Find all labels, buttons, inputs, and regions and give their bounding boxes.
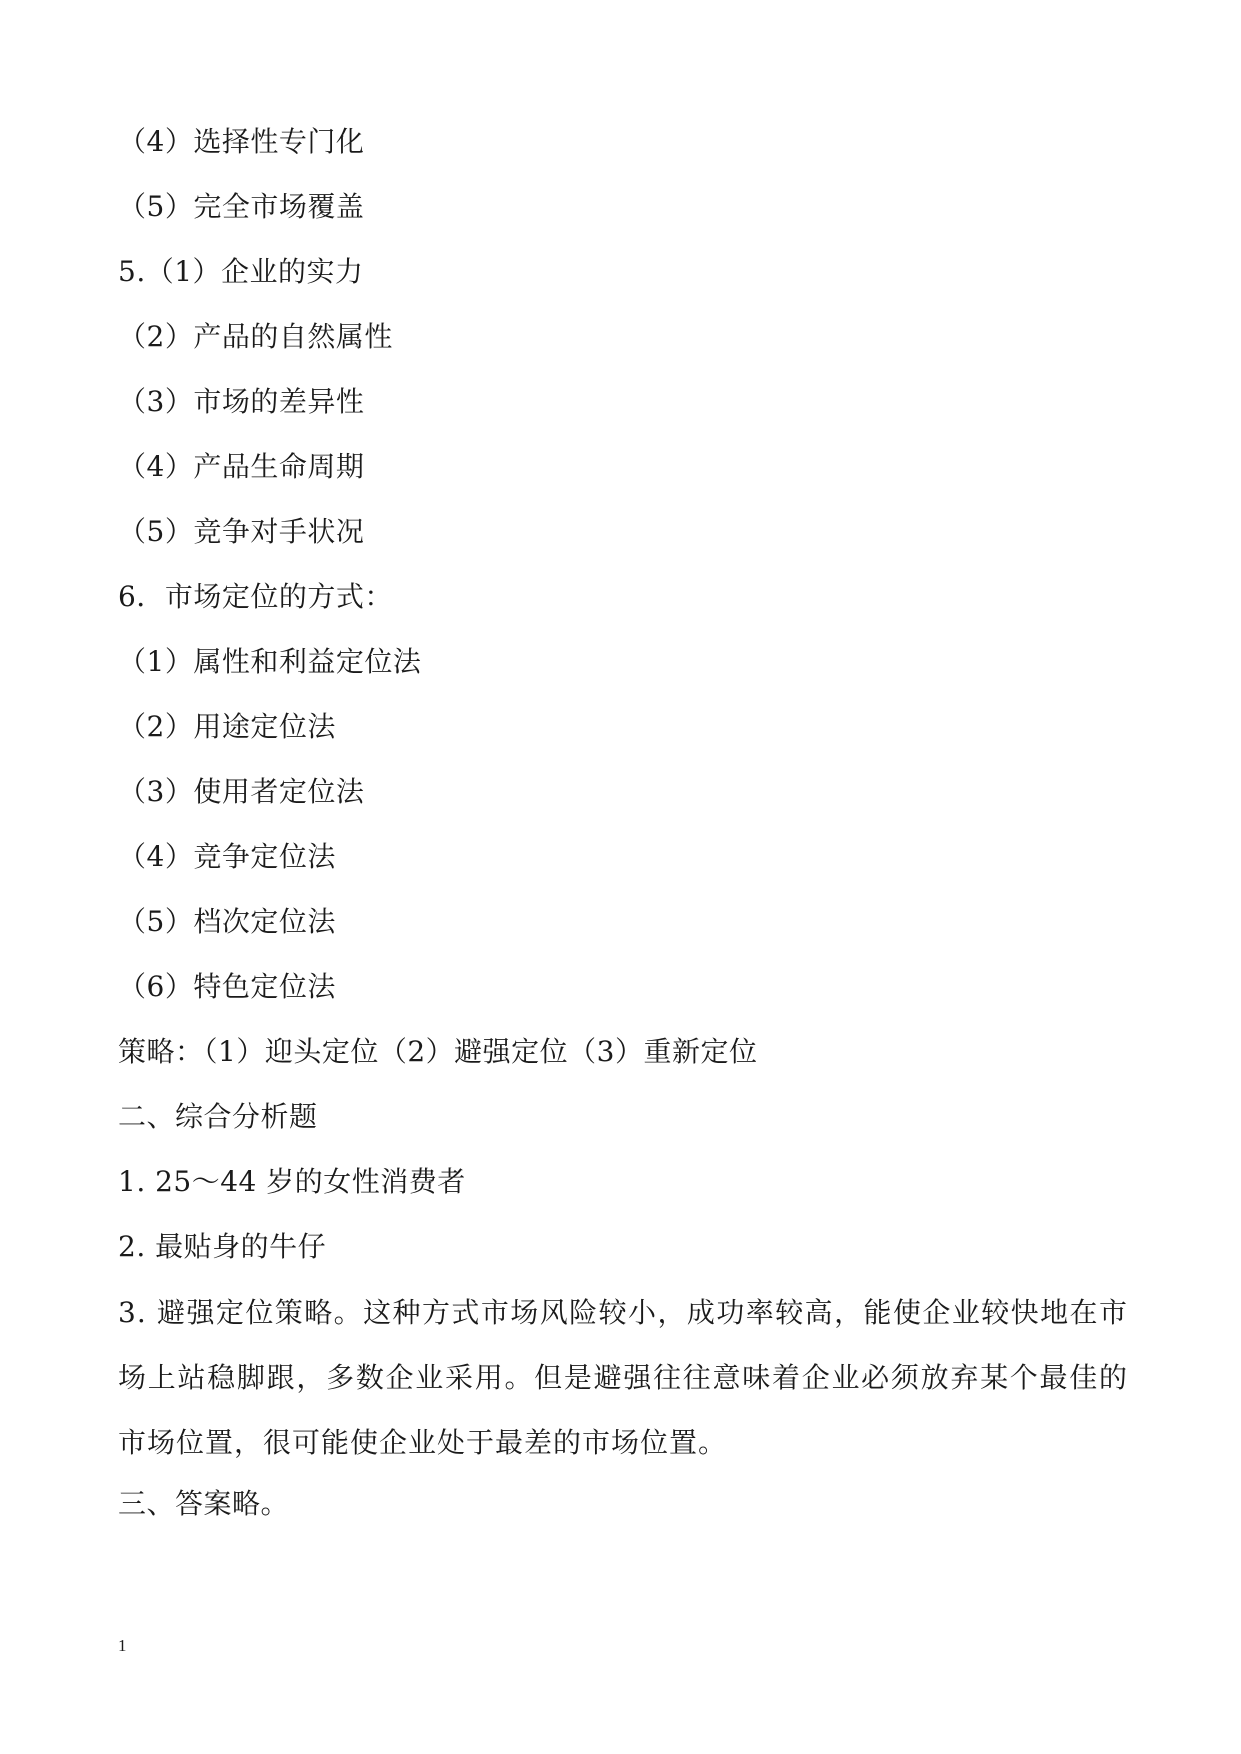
answer-item: 1. 25～44 岁的女性消费者 [118, 1165, 466, 1198]
list-item: （3）市场的差异性 [118, 385, 365, 418]
strategy-line: 策略：（1）迎头定位（2）避强定位（3）重新定位 [118, 1035, 758, 1068]
list-item: （5）竞争对手状况 [118, 515, 365, 548]
list-item: 5.（1）企业的实力 [118, 255, 364, 288]
list-item: （4）选择性专门化 [118, 125, 365, 158]
list-item: （4）竞争定位法 [118, 840, 336, 873]
list-item: （1）属性和利益定位法 [118, 645, 422, 678]
list-item: （2）用途定位法 [118, 710, 336, 743]
list-item: （2）产品的自然属性 [118, 320, 393, 353]
list-item: （5）完全市场覆盖 [118, 190, 365, 223]
section-heading: 6．市场定位的方式： [118, 580, 393, 613]
list-item: （4）产品生命周期 [118, 450, 365, 483]
section-heading: 三、答案略。 [118, 1487, 290, 1520]
list-item: （6）特色定位法 [118, 970, 336, 1003]
list-item: （5）档次定位法 [118, 905, 336, 938]
page-number: 1 [118, 1636, 127, 1655]
answer-paragraph: 3. 避强定位策略。这种方式市场风险较小，成功率较高，能使企业较快地在市场上站稳脚跟，多数企业采用。但是避强往往意味着企业必须放弃某个最佳的市场位置，很可能使企业处于最差的市场位置。 [118, 1296, 1128, 1459]
list-item: （3）使用者定位法 [118, 775, 365, 808]
answer-item: 2. 最贴身的牛仔 [118, 1230, 327, 1263]
section-heading: 二、综合分析题 [118, 1100, 318, 1133]
document-body [118, 125, 1128, 1552]
